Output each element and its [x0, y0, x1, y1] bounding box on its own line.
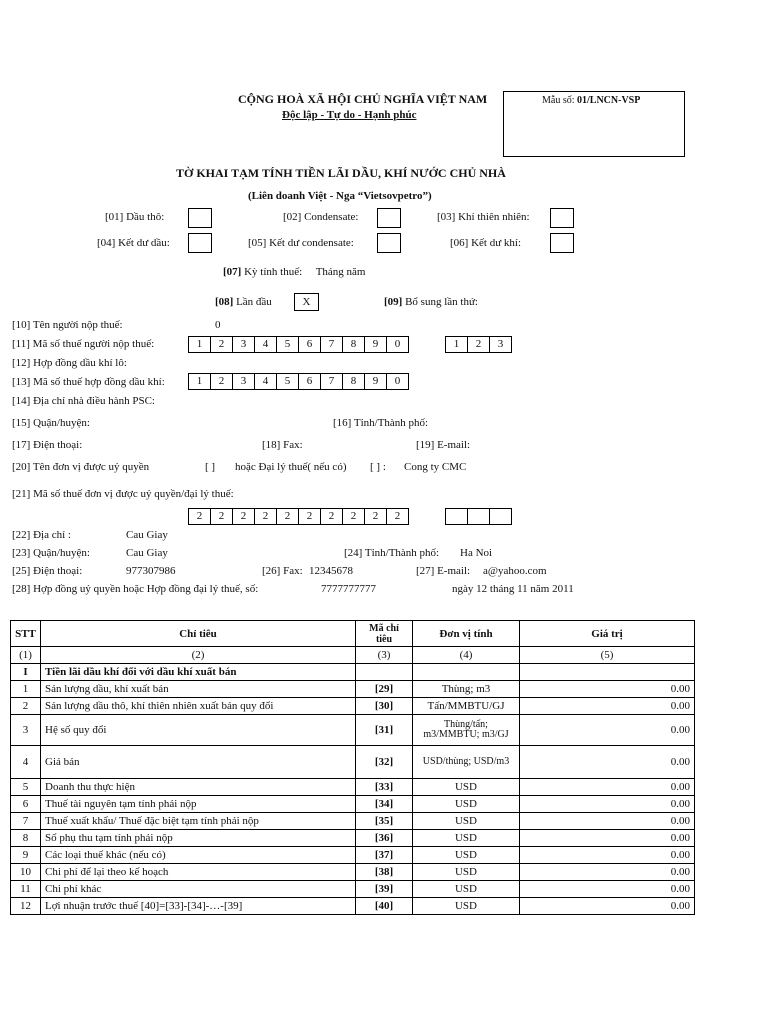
- table-row: [11, 864, 695, 881]
- taxpayer-id-ext-cells: [445, 336, 512, 353]
- table-row: [11, 746, 695, 779]
- contract-block-label: [12] Hợp đồng dầu khí lô:: [12, 357, 127, 369]
- tax-period: [223, 266, 366, 278]
- row-stt: 11: [11, 881, 41, 898]
- row-unit: USD: [413, 813, 520, 830]
- authorization-contract-label: [28] Hợp đồng uỷ quyền hoặc Hợp đồng đại lý thuế, số:: [12, 583, 259, 595]
- first-filing-label: Lần đầu: [236, 296, 272, 308]
- agent-tax-id-label: [21] Mã số thuế đơn vị được uỷ quyền/đại lý thuế:: [12, 488, 234, 500]
- digit-cell: 3: [489, 336, 512, 353]
- contract-tax-id-label: [13] Mã số thuế hợp đồng dầu khí:: [12, 376, 165, 388]
- agent-phone-value: 977307986: [126, 565, 176, 577]
- agent-tax-id-ext-cells: [445, 508, 512, 525]
- check-label-06: [06] Kết dư khí:: [450, 237, 522, 249]
- check-label-02: [02] Condensate:: [283, 211, 359, 223]
- row-indicator: Sản lượng dầu, khí xuất bán: [41, 681, 356, 698]
- authorized-unit-label: [20] Tên đơn vị được uỷ quyền: [12, 461, 150, 473]
- row-stt: 2: [11, 698, 41, 715]
- row-code: [40]: [356, 898, 413, 915]
- indicator-table: [10, 620, 695, 915]
- digit-cell: 2: [210, 508, 233, 525]
- row-unit: USD: [413, 898, 520, 915]
- row-value: 0.00: [520, 681, 695, 698]
- digit-cell: 2: [210, 373, 233, 390]
- tax-period-label: Kỳ tính thuế:: [244, 266, 303, 278]
- row-indicator: Chi phí để lại theo kế hoạch: [41, 864, 356, 881]
- digit-cell: 1: [188, 336, 211, 353]
- row-stt: 10: [11, 864, 41, 881]
- row-unit: USD/thùng; USD/m3: [413, 746, 520, 779]
- agent-fax-label: [26] Fax:: [262, 565, 303, 577]
- table-row: [11, 681, 695, 698]
- row-unit: USD: [413, 881, 520, 898]
- country-heading: CỘNG HOÀ XÃ HỘI CHỦ NGHĨA VIỆT NAM: [238, 92, 488, 106]
- motto: Độc lập - Tự do - Hạnh phúc: [282, 109, 417, 121]
- section-stt: I: [11, 664, 41, 681]
- table-row: [11, 779, 695, 796]
- agent-tax-id-cells: [188, 508, 409, 525]
- digit-cell: [467, 508, 490, 525]
- row-stt: 4: [11, 746, 41, 779]
- digit-cell: 2: [276, 508, 299, 525]
- row-indicator: Số phụ thu tạm tính phải nộp: [41, 830, 356, 847]
- row-indicator: Sản lượng dầu thô, khí thiên nhiên xuất bán quy đổi: [41, 698, 356, 715]
- row-stt: 1: [11, 681, 41, 698]
- row-unit: USD: [413, 864, 520, 881]
- table-row: [11, 715, 695, 746]
- first-filing-checkbox[interactable]: X: [294, 293, 319, 311]
- row-value: 0.00: [520, 779, 695, 796]
- digit-cell: 9: [364, 373, 387, 390]
- taxpayer-id-label: [11] Mã số thuế người nộp thuế:: [12, 338, 155, 350]
- supplement-filing: [384, 296, 478, 308]
- row-unit: Thùng; m3: [413, 681, 520, 698]
- authorization-contract-date: ngày 12 tháng 11 năm 2011: [452, 583, 574, 595]
- supplement-code: [09]: [384, 296, 403, 308]
- checkbox-04[interactable]: [188, 233, 212, 253]
- checkbox-03[interactable]: [550, 208, 574, 228]
- digit-cell: 2: [298, 508, 321, 525]
- col-index-2: (2): [41, 647, 356, 664]
- row-stt: 8: [11, 830, 41, 847]
- row-indicator: Lợi nhuận trước thuế [40]=[33]-[34]-…-[39]: [41, 898, 356, 915]
- email-label: [19] E-mail:: [416, 439, 471, 451]
- digit-cell: [489, 508, 512, 525]
- table-row: [11, 830, 695, 847]
- digit-cell: 1: [188, 373, 211, 390]
- col-header-code: Mã chỉ tiêu: [356, 621, 413, 647]
- row-unit: USD: [413, 847, 520, 864]
- col-header-stt: STT: [11, 621, 41, 647]
- tax-agent-label: hoặc Đại lý thuế( nếu có): [235, 461, 347, 473]
- section-title: Tiền lãi dầu khí đối với dầu khí xuất bán: [41, 664, 356, 681]
- agent-district-value: Cau Giay: [126, 547, 168, 559]
- row-stt: 9: [11, 847, 41, 864]
- fax-label: [18] Fax:: [262, 439, 303, 451]
- digit-cell: 7: [320, 373, 343, 390]
- agent-email-label: [27] E-mail:: [416, 565, 471, 577]
- form-title: TỜ KHAI TẠM TÍNH TIỀN LÃI DẦU, KHÍ NƯỚC CHỦ NHÀ: [176, 166, 506, 180]
- row-unit: Tấn/MMBTU/GJ: [413, 698, 520, 715]
- digit-cell: 1: [445, 336, 468, 353]
- checkbox-05[interactable]: [377, 233, 401, 253]
- row-value: 0.00: [520, 830, 695, 847]
- phone-label: [17] Điện thoại:: [12, 439, 83, 451]
- province-label: [16] Tỉnh/Thành phố:: [333, 417, 429, 429]
- operator-address-label: [14] Địa chỉ nhà điều hành PSC:: [12, 395, 155, 407]
- digit-cell: 2: [386, 508, 409, 525]
- row-code: [35]: [356, 813, 413, 830]
- row-code: [34]: [356, 796, 413, 813]
- table-row: [11, 698, 695, 715]
- digit-cell: 2: [320, 508, 343, 525]
- digit-cell: 4: [254, 336, 277, 353]
- agent-province-label: [24] Tỉnh/Thành phố:: [344, 547, 440, 559]
- row-value: 0.00: [520, 796, 695, 813]
- row-unit: USD: [413, 830, 520, 847]
- row-value: 0.00: [520, 715, 695, 746]
- digit-cell: 9: [364, 336, 387, 353]
- row-value: 0.00: [520, 698, 695, 715]
- tax-agent-checkbox[interactable]: [ ] :: [370, 461, 386, 473]
- row-stt: 7: [11, 813, 41, 830]
- digit-cell: 2: [467, 336, 490, 353]
- authorization-contract-number: 7777777777: [321, 583, 376, 595]
- tax-period-code: [07]: [223, 266, 242, 278]
- digit-cell: 4: [254, 373, 277, 390]
- table-row: [11, 796, 695, 813]
- row-code: [33]: [356, 779, 413, 796]
- row-unit: USD: [413, 796, 520, 813]
- row-value: 0.00: [520, 881, 695, 898]
- agent-address-label: [22] Địa chỉ :: [12, 529, 71, 541]
- row-code: [36]: [356, 830, 413, 847]
- check-label-04: [04] Kết dư dầu:: [97, 237, 170, 249]
- agent-fax-value: 12345678: [309, 565, 353, 577]
- row-indicator: Thuế xuất khẩu/ Thuế đặc biệt tạm tính phải nộp: [41, 813, 356, 830]
- row-code: [38]: [356, 864, 413, 881]
- digit-cell: 7: [320, 336, 343, 353]
- authorized-checkbox[interactable]: [ ]: [205, 461, 216, 473]
- row-code: [31]: [356, 715, 413, 746]
- form-code-label: Mẫu số:: [542, 95, 575, 106]
- digit-cell: 6: [298, 373, 321, 390]
- row-indicator: Doanh thu thực hiện: [41, 779, 356, 796]
- row-code: [29]: [356, 681, 413, 698]
- col-header-value: Giá trị: [520, 621, 695, 647]
- digit-cell: 2: [210, 336, 233, 353]
- digit-cell: 3: [232, 373, 255, 390]
- agent-email-value: a@yahoo.com: [483, 565, 547, 577]
- row-stt: 5: [11, 779, 41, 796]
- agent-district-label: [23] Quận/huyện:: [12, 547, 90, 559]
- authorized-unit-value: Cong ty CMC: [404, 461, 467, 473]
- digit-cell: 0: [386, 373, 409, 390]
- row-value: 0.00: [520, 813, 695, 830]
- col-index-5: (5): [520, 647, 695, 664]
- row-value: 0.00: [520, 847, 695, 864]
- table-row: [11, 881, 695, 898]
- first-filing-code: [08]: [215, 296, 234, 308]
- col-header-unit: Đơn vị tính: [413, 621, 520, 647]
- agent-phone-label: [25] Điện thoại:: [12, 565, 83, 577]
- table-row: [11, 898, 695, 915]
- form-code-box: [503, 91, 685, 157]
- row-code: [30]: [356, 698, 413, 715]
- row-stt: 3: [11, 715, 41, 746]
- row-unit: Thùng/tấn; m3/MMBTU; m3/GJ: [413, 715, 520, 746]
- row-code: [37]: [356, 847, 413, 864]
- row-value: 0.00: [520, 898, 695, 915]
- row-stt: 6: [11, 796, 41, 813]
- form-code: [542, 95, 640, 106]
- form-code-value: 01/LNCN-VSP: [577, 95, 641, 106]
- form-subtitle: (Liên doanh Việt - Nga “Vietsovpetro”): [248, 190, 432, 202]
- row-stt: 12: [11, 898, 41, 915]
- checkbox-06[interactable]: [550, 233, 574, 253]
- row-indicator: Thuế tài nguyên tạm tính phải nộp: [41, 796, 356, 813]
- row-unit: USD: [413, 779, 520, 796]
- section-code: [356, 664, 413, 681]
- row-value: 0.00: [520, 746, 695, 779]
- digit-cell: 2: [342, 508, 365, 525]
- digit-cell: 8: [342, 373, 365, 390]
- col-index-4: (4): [413, 647, 520, 664]
- taxpayer-id-cells: [188, 336, 409, 353]
- digit-cell: 2: [188, 508, 211, 525]
- contract-tax-id-cells: [188, 373, 409, 390]
- check-label-03: [03] Khí thiên nhiên:: [437, 211, 530, 223]
- row-code: [39]: [356, 881, 413, 898]
- digit-cell: 2: [364, 508, 387, 525]
- digit-cell: 2: [232, 508, 255, 525]
- first-filing: [215, 296, 272, 308]
- checkbox-02[interactable]: [377, 208, 401, 228]
- table-row: [11, 813, 695, 830]
- tax-period-value: Tháng năm: [315, 266, 366, 278]
- supplement-label: Bổ sung lần thứ:: [405, 296, 478, 308]
- taxpayer-name-value: 0: [215, 319, 221, 331]
- agent-province-value: Ha Noi: [460, 547, 493, 559]
- row-value: 0.00: [520, 864, 695, 881]
- digit-cell: 3: [232, 336, 255, 353]
- section-unit: [413, 664, 520, 681]
- district-label: [15] Quận/huyện:: [12, 417, 90, 429]
- row-indicator: Giá bán: [41, 746, 356, 779]
- col-header-indicator: Chỉ tiêu: [41, 621, 356, 647]
- digit-cell: 8: [342, 336, 365, 353]
- digit-cell: 2: [254, 508, 277, 525]
- check-label-05: [05] Kết dư condensate:: [248, 237, 354, 249]
- checkbox-01[interactable]: [188, 208, 212, 228]
- section-value: [520, 664, 695, 681]
- table-row: [11, 847, 695, 864]
- digit-cell: 5: [276, 373, 299, 390]
- digit-cell: 6: [298, 336, 321, 353]
- digit-cell: 0: [386, 336, 409, 353]
- col-index-1: (1): [11, 647, 41, 664]
- row-indicator: Hệ số quy đổi: [41, 715, 356, 746]
- digit-cell: [445, 508, 468, 525]
- row-indicator: Chi phí khác: [41, 881, 356, 898]
- row-indicator: Các loại thuế khác (nếu có): [41, 847, 356, 864]
- col-index-3: (3): [356, 647, 413, 664]
- row-code: [32]: [356, 746, 413, 779]
- taxpayer-name-label: [10] Tên người nộp thuế:: [12, 319, 123, 331]
- check-label-01: [01] Dầu thô:: [105, 211, 165, 223]
- digit-cell: 5: [276, 336, 299, 353]
- agent-address-value: Cau Giay: [126, 529, 168, 541]
